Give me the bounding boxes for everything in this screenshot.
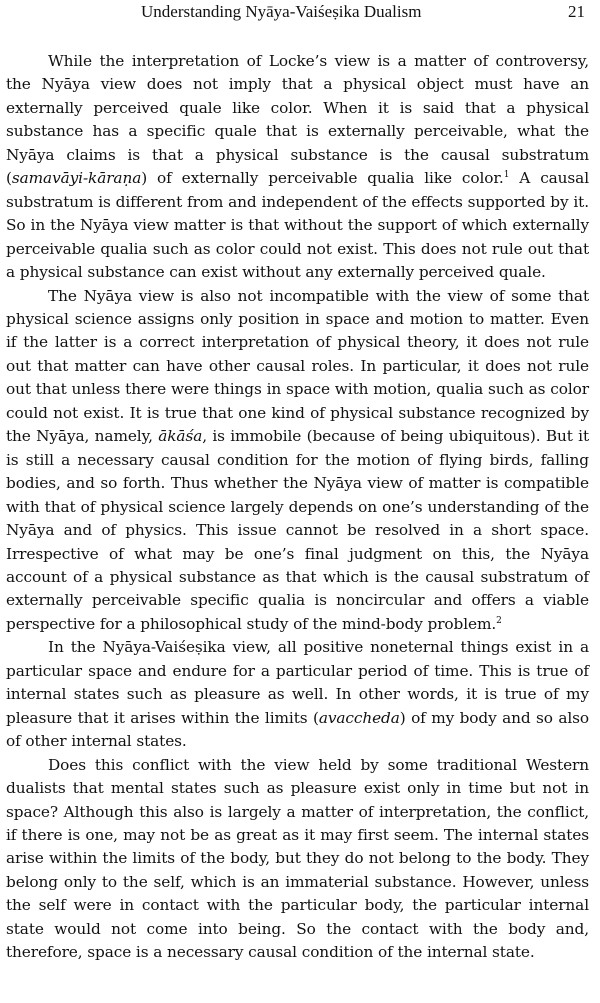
sanskrit-term: samavāyi-kāraṇa	[11, 169, 142, 188]
footnote-ref-1: 1	[503, 170, 510, 181]
running-title: Understanding Nyāya-Vaiśeṣika Dualism	[141, 2, 422, 21]
body-text	[6, 50, 589, 965]
paragraph-physical-science: The Nyāya view is also not incompatible with the view of some that physical science assigns only position in space and motion to matter. Even if the latter is a correct interpretation of physical theory, it does not rule out that matter can have other causal roles. In particular, it does not rule out that unless there were things in space with motion, qualia such as color could not exist. It is true that one kind of physical substance recognized by the Nyāya, namely, ākāśa, is immobile (because of being ubiquitous). But it is still a necessary causal condition for the motion of flying birds, falling bodies, and so forth. Thus whether the Nyāya view of matter is compatible with that of physical science largely depends on one’s understanding of the Nyāya and of physics. This issue cannot be resolved in a short space. Irrespective of what may be one’s final judgment on this, the Nyāya account of a physical substance as that which is the causal substratum of externally perceivable specific qualia is noncircular and offers a viable perspective for a philosophical study of the mind-body problem.$^2$	[6, 286, 589, 633]
sanskrit-term: avaccheda	[318, 708, 400, 727]
footnote-ref-2: 2	[496, 615, 502, 626]
running-head	[0, 1, 600, 23]
sanskrit-term: ākāśa	[158, 427, 203, 446]
page-number: 21	[568, 2, 585, 21]
paragraph-space-time: In the Nyāya-Vaiśeṣika view, all positive noneternal things exist in a particular space and endure for a particular period of time. This is true of internal states such as pleasure as well. In other words, it is true of my pleasure that it arises within the limits (avaccheda) of my body and so also of other internal states.	[6, 638, 589, 751]
paragraph-western-dualists: Does this conflict with the view held by some traditional Western dualists that mental states such as pleasure exist only in time but not in space? Although this also is largely a matter of interpretation, the conflict, if there is one, may not be as great as it may first seem. The internal states arise within the limits of the body, but they do not belong to the body. They belong only to the self, which is an immaterial substance. However, unless the self were in contact with the particular body, the particular internal state would not come into being. So the contact with the body and, therefore, space is a necessary causal condition of the internal state.	[6, 755, 589, 962]
paragraph-locke-view: While the interpretation of Locke’s view is a matter of controversy, the Nyāya view does not imply that a physical object must have an externally perceived quale like color. When it is said that a physical substance has a specific quale that is externally perceivable, what the Nyāya claims is that a physical substance is the causal substratum (samavāyi-kāraṇa) of externally perceivable qualia like color.$^1$ A causal substratum is different from and independent of the effects supported by it. So in the Nyāya view matter is that without the support of which externally perceivable qualia such as color could not exist. This does not rule out that a physical substance can exist without any externally perceived quale.	[6, 52, 589, 282]
